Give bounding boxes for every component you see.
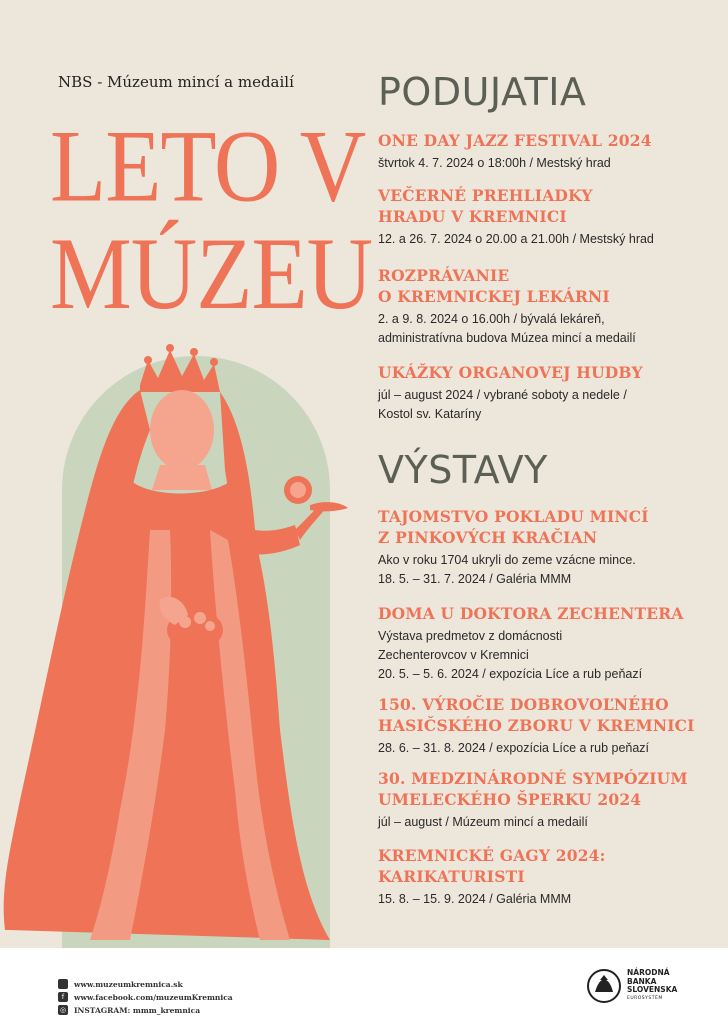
nbs-emblem-icon [586,968,622,1004]
event-title: 30. MEDZINÁRODNÉ SYMPÓZIUM UMELECKÉHO ŠPERKU 2024 [378,769,688,809]
instagram-link[interactable] [58,1004,233,1016]
event-detail: 2. a 9. 8. 2024 o 16.00h / bývalá lekáreň, administratívna budova Múzea mincí a medailí [378,312,636,345]
event-title: KREMNICKÉ GAGY 2024: KARIKATURISTI [378,846,606,886]
event-title: TAJOMSTVO POKLADU MINCÍ Z PINKOVÝCH KRAČIAN [378,507,649,547]
exhibit-jewelry-symposium [378,768,708,832]
nbs-line3: SLOVENSKA [627,985,678,994]
saint-catherine-illustration [0,330,360,950]
podujatia-heading: PODUJATIA [378,70,587,114]
nbs-line2: BANKA [627,976,657,986]
exhibit-firefighters [378,694,708,758]
main-title [50,108,373,331]
exhibit-coin-treasure [378,506,708,589]
event-title: VEČERNÉ PREHLIADKY HRADU V KREMNICI [378,186,593,226]
event-evening-tours [378,185,708,249]
nbs-wordmark [627,969,677,1003]
event-title: ONE DAY JAZZ FESTIVAL 2024 [378,131,652,150]
nbs-logo-block [586,968,677,1004]
facebook-link[interactable] [58,991,233,1003]
event-title: DOMA U DOKTORA ZECHENTERA [378,604,684,623]
event-detail: Ako v roku 1704 ukryli do zeme vzácne mince. 18. 5. – 31. 7. 2024 / Galéria MMM [378,553,636,586]
event-detail: júl – august 2024 / vybrané soboty a nedele / Kostol sv. Kataríny [378,388,627,421]
event-pharmacy-talk [378,265,708,348]
instagram-text: INSTAGRAM: mmm_kremnica [74,1005,201,1015]
facebook-text: www.facebook.com/muzeumKremnica [74,992,233,1002]
social-links [58,978,233,1017]
event-detail: 15. 8. – 15. 9. 2024 / Galéria MMM [378,892,572,906]
event-title: 150. VÝROČIE DOBROVOĽNÉHO HASIČSKÉHO ZBORU V KREMNICI [378,695,695,735]
globe-icon [58,979,68,989]
exhibit-zechenter [378,603,708,684]
event-title: UKÁŽKY ORGANOVEJ HUDBY [378,363,643,382]
event-organ-music [378,362,708,424]
website-link[interactable] [58,978,233,990]
event-title: ROZPRÁVANIE O KREMNICKEJ LEKÁRNI [378,266,610,306]
footer [0,948,728,1024]
vystavy-heading: VÝSTAVY [378,448,548,492]
event-detail: 28. 6. – 31. 8. 2024 / expozícia Líce a rub peňazí [378,741,650,755]
exhibit-caricature [378,845,708,909]
event-detail: Výstava predmetov z domácnosti Zechenterovcov v Kremnici 20. 5. – 5. 6. 2024 / expozícia Líce a rub peňazí [378,629,643,681]
event-detail: 12. a 26. 7. 2024 o 20.00 a 21.00h / Mestský hrad [378,232,654,246]
nbs-line1: NÁRODNÁ [627,968,670,977]
website-text: www.muzeumkremnica.sk [74,979,183,989]
event-detail: júl – august / Múzeum mincí a medailí [378,815,588,829]
event-jazz-festival [378,130,708,173]
main-title-line2: MÚZEU [50,216,373,331]
facebook-icon: f [58,992,68,1002]
museum-name: NBS - Múzeum mincí a medailí [58,73,294,91]
event-detail: štvrtok 4. 7. 2024 o 18:00h / Mestský hrad [378,156,611,170]
instagram-icon: ◎ [59,1006,67,1014]
nbs-subtitle: EUROSYSTÉM [627,995,663,1001]
main-title-line1: LETO V [50,108,366,223]
